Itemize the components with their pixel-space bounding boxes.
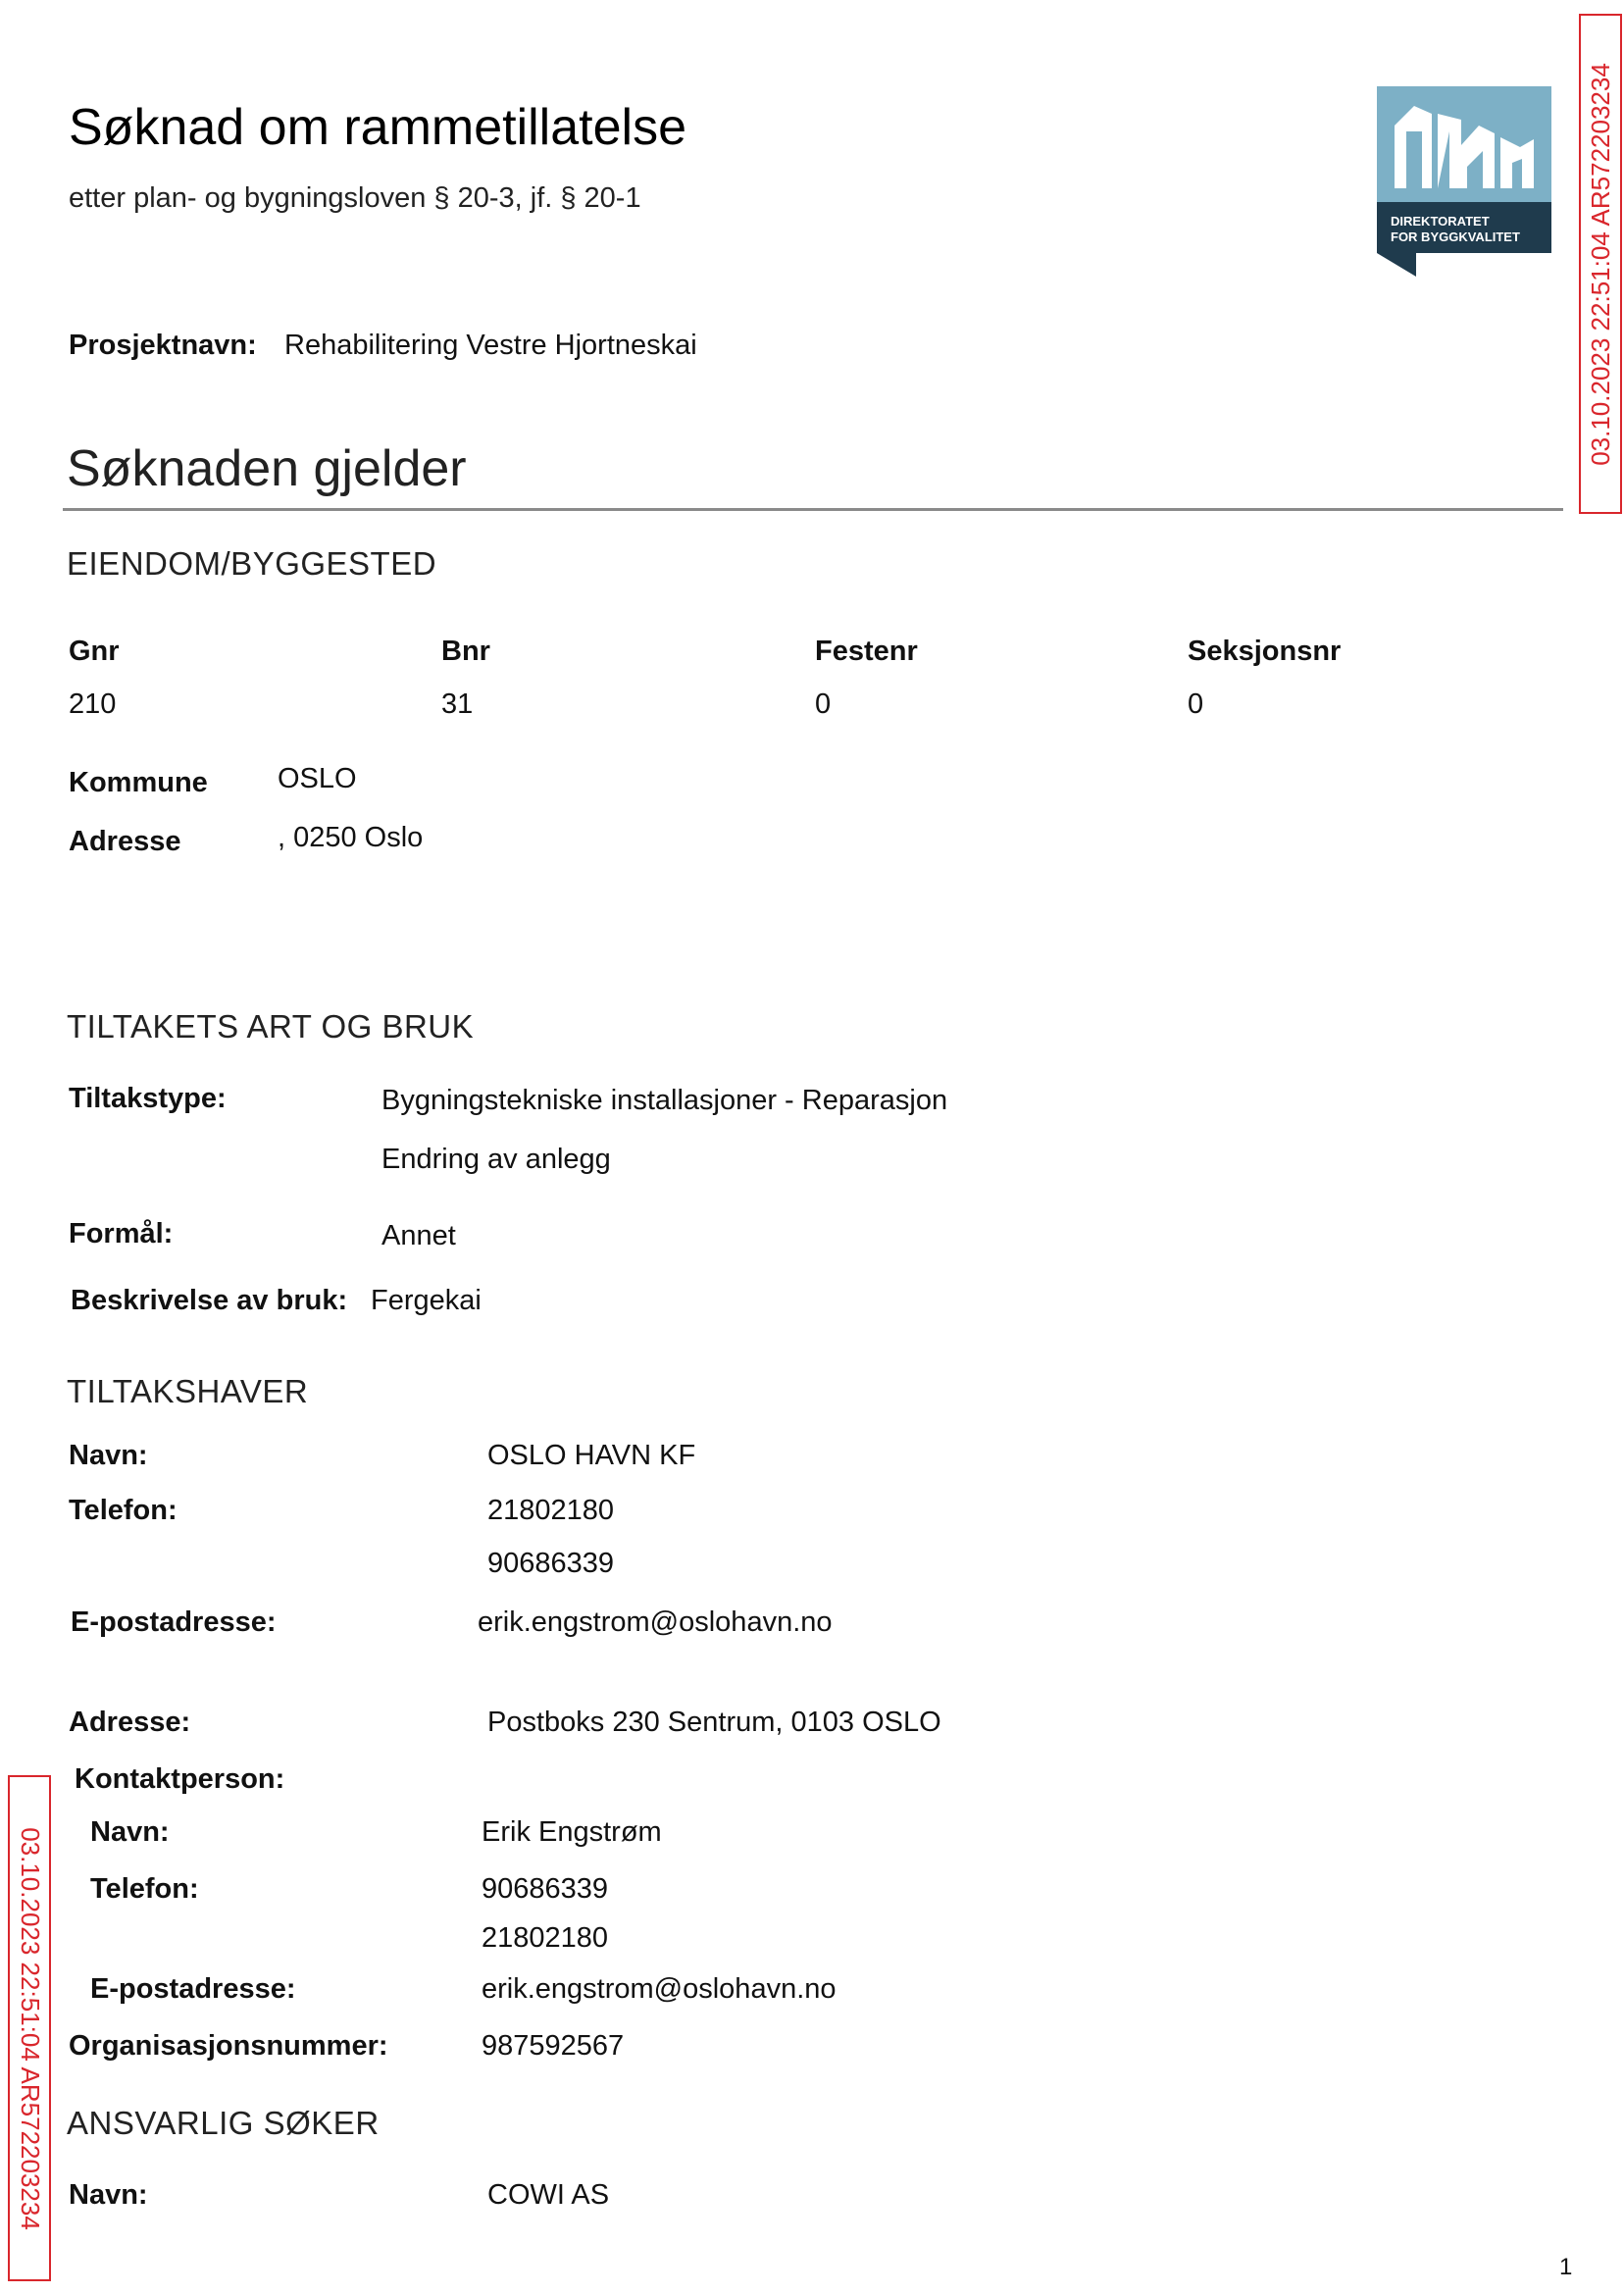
dibk-logo-icon: [1377, 86, 1551, 277]
as-navn-value: COWI AS: [487, 2179, 610, 2211]
th-telefon-label: Telefon:: [69, 1495, 178, 1526]
stamp-text: 03.10.2023 22:51:04 AR572203234: [1585, 62, 1615, 466]
bruk-value: Fergekai: [371, 1285, 482, 1316]
kp-navn-value: Erik Engstrøm: [482, 1816, 662, 1848]
th-adresse-value: Postboks 230 Sentrum, 0103 OSLO: [487, 1707, 941, 1738]
date-stamp-right: [1579, 14, 1622, 514]
th-epost-label: E-postadresse:: [71, 1606, 277, 1638]
section-heading: Søknaden gjelder: [67, 440, 467, 497]
logo-text-2: FOR BYGGKVALITET: [1391, 229, 1520, 244]
date-stamp-left: [8, 1775, 51, 2281]
project-value: Rehabilitering Vestre Hjortneskai: [284, 330, 697, 361]
bruk-label: Beskrivelse av bruk:: [71, 1285, 348, 1316]
th-telefon-value-2: 90686339: [487, 1548, 615, 1579]
orgnr-value: 987592567: [482, 2030, 625, 2062]
dibk-logo: [1377, 86, 1551, 277]
kp-telefon-value-2: 21802180: [482, 1922, 609, 1954]
tiltakstype-value-2: Endring av anlegg: [381, 1144, 611, 1175]
as-navn-label: Navn:: [69, 2179, 148, 2211]
tiltakstype-value-1: Bygningstekniske installasjoner - Reparasjon: [381, 1085, 948, 1116]
tiltakstype-label: Tiltakstype:: [69, 1083, 227, 1114]
th-navn-label: Navn:: [69, 1440, 148, 1471]
property-heading: EIENDOM/BYGGESTED: [67, 545, 437, 582]
tiltak-heading: TILTAKETS ART OG BRUK: [67, 1008, 475, 1045]
stamp-text: 03.10.2023 22:51:04 AR572203234: [15, 1826, 45, 2230]
kp-telefon-label: Telefon:: [90, 1873, 199, 1905]
th-adresse-label: Adresse:: [69, 1707, 191, 1738]
kommune-value: OSLO: [278, 763, 357, 794]
kp-navn-label: Navn:: [90, 1816, 170, 1848]
seksjonsnr-value: 0: [1188, 688, 1204, 720]
section-divider: [63, 508, 1563, 511]
page-subtitle: etter plan- og bygningsloven § 20-3, jf. § 20-1: [69, 182, 641, 214]
festenr-label: Festenr: [815, 636, 918, 667]
festenr-value: 0: [815, 688, 832, 720]
kommune-label: Kommune: [69, 767, 208, 798]
orgnr-label: Organisasjonsnummer:: [69, 2030, 388, 2062]
kp-telefon-value-1: 90686339: [482, 1873, 609, 1905]
adresse-value: , 0250 Oslo: [278, 822, 424, 853]
th-telefon-value-1: 21802180: [487, 1495, 615, 1526]
project-label: Prosjektnavn:: [69, 330, 257, 361]
page-title: Søknad om rammetillatelse: [69, 99, 686, 156]
kp-epost-label: E-postadresse:: [90, 1973, 296, 2005]
kontaktperson-label: Kontaktperson:: [75, 1763, 285, 1795]
adresse-label: Adresse: [69, 826, 181, 857]
tiltakshaver-heading: TILTAKSHAVER: [67, 1373, 309, 1409]
page-number: 1: [1559, 2254, 1573, 2280]
formal-label: Formål:: [69, 1218, 174, 1249]
gnr-value: 210: [69, 688, 117, 720]
seksjonsnr-label: Seksjonsnr: [1188, 636, 1342, 667]
bnr-value: 31: [441, 688, 474, 720]
logo-text-1: DIREKTORATET: [1391, 214, 1490, 229]
formal-value: Annet: [381, 1220, 456, 1251]
th-navn-value: OSLO HAVN KF: [487, 1440, 696, 1471]
gnr-label: Gnr: [69, 636, 120, 667]
kp-epost-value: erik.engstrom@oslohavn.no: [482, 1973, 837, 2005]
th-epost-value: erik.engstrom@oslohavn.no: [478, 1606, 833, 1638]
bnr-label: Bnr: [441, 636, 490, 667]
ansvarlig-heading: ANSVARLIG SØKER: [67, 2105, 380, 2141]
